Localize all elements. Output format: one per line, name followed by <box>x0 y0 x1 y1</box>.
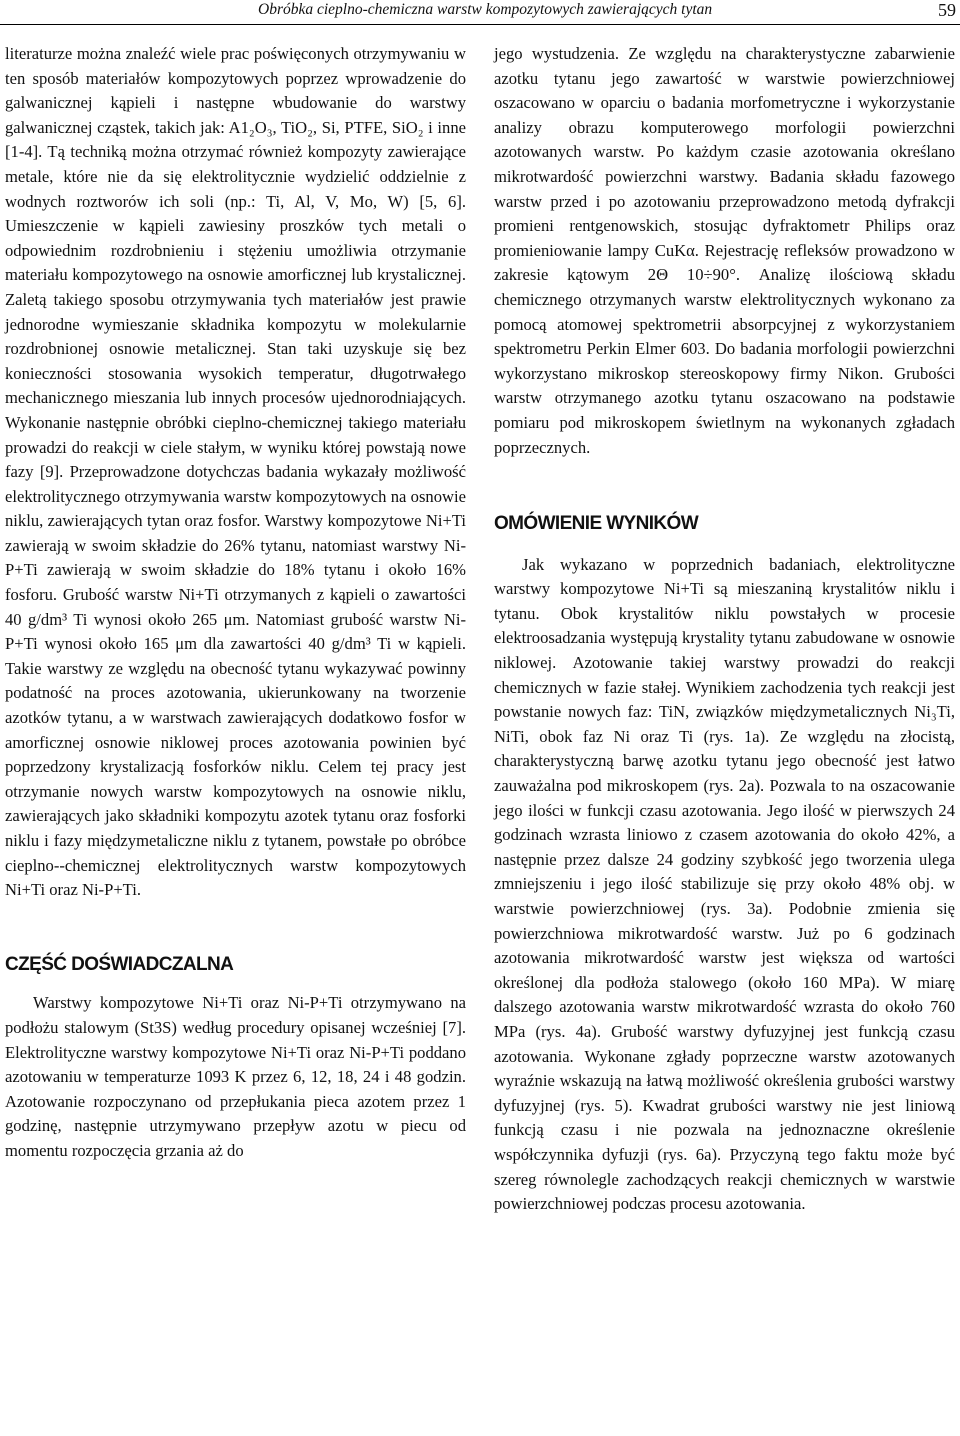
running-head <box>0 0 960 25</box>
running-head-title: Obróbka cieplno-chemiczna warstw kompozytowych zawierających tytan <box>258 1 713 18</box>
section-heading-experimental: CZĘŚĆ DOŚWIADCZALNA <box>5 953 234 975</box>
results-paragraph: Jak wykazano w poprzednich badaniach, elektrolityczne warstwy kompozytowe Ni+Ti są mieszaniną krystalitów niklu i tytanu. Obok krystalitów niklu powstałych w procesie elektroosadzania występują krystality tytanu zabudowane w osnowie niklowej. Azotowanie takiej warstwy prowadzi do reakcji chemicznych w fazie stałej. Wynikiem zachodzenia tych reakcji jest powstanie nowych faz: TiN, związków międzymetalicznych Ni₃Ti, NiTi, obok faz Ni oraz Ti (rys. 1a). Ze względu na złocistą, charakterystyczną barwę azotku tytanu jego obecność jest łatwo zauważalna pod mikroskopem (rys. 2a). Pozwala to na oszacowanie jego ilości w funkcji czasu azotowania. Jego ilość w pierwszych 24 godzinach wzrasta liniowo z czasem azotowania do około 42%, a następnie przez dalsze 24 godziny szybkość jego tworzenia ulega zmniejszeniu i jego ilość stabilizuje się przy około 48% obj. w warstwie powierzchniowej (rys. 3a). Podobnie zmienia się powierzchniowa mikrotwardość warstw. Już po 6 godzinach azotowania mikrotwardość warstw jest większa od wartości określonej dla podłoża stalowego (około 160 MPa). W miarę dalszego azotowania warstw mikrotwardość wzrasta do około 760 MPa (rys. 4a). Grubość warstwy dyfuzyjnej jest funkcją czasu azotowania. Wykonane zgłady poprzeczne warstw azotowanych wyraźnie wskazują na łatwą możliwość określenia grubości warstwy dyfuzyjnej (rys. 5). Kwadrat grubości warstwy nie jest liniową funkcją czasu i nie pozwala na jednoznaczne określenie współczynnika dyfuzji (rys. 6a). Przyczyną tego faktu może być szereg równolegle zachodzących reakcji chemicznych w warstwie powierzchniowej podczas procesu azotowania. <box>494 554 955 1214</box>
experimental-paragraph-continued: jego wystudzenia. Ze względu na charakterystyczne zabarwienie azotku tytanu jego zawartość w warstwie powierzchniowej oszacowano w oparciu o badania morfometryczne i wykorzystanie analizy obrazu komputerowego morfologii powierzchni azotowanych warstw. Po każdym czasie azotowania określano mikrotwardość powierzchni warstwy. Badania składu fazowego warstw przed i po azotowaniu przeprowadzono metodą dyfrakcji promieni rentgenowskich, stosując dyfraktometr Philips oraz promieniowanie lampy CuKα. Rejestrację refleksów prowadzono w zakresie kątowym 2Θ 10÷90°. Analizę ilościową składu chemicznego otrzymanych warstw elektrolitycznych wykonano za pomocą atomowej spektrometrii absorpcyjnej z wykorzystaniem spektrometru Perkin Elmer 603. Do badania morfologii powierzchni wykorzystano mikroskop stereoskopowy firmy Nikon. Grubości warstw otrzymanego azotku tytanu oszacowano na podstawie pomiaru pod mikroskopem świetlnym na wykonanych zgładach poprzecznych. <box>494 44 955 457</box>
section-heading-results: OMÓWIENIE WYNIKÓW <box>494 513 699 535</box>
experimental-paragraph: Warstwy kompozytowe Ni+Ti oraz Ni-P+Ti otrzymywano na podłożu stalowym (St3S) według procedury opisanej wcześniej [7]. Elektrolityczne warstwy kompozytowe Ni+Ti oraz Ni-P+Ti poddano azotowaniu w temperaturze 1093 K przez 6, 12, 18, 24 i 48 godzin. Azotowanie rozpoczynano od przepłukania pieca azotem przez 1 godzinę, następnie utrzymywano przepływ azotu w piecu od momentu rozpoczęcia grzania aż do <box>5 993 466 1160</box>
page-number: 59 <box>938 0 956 20</box>
intro-paragraph-continued: literaturze można znaleźć wiele prac poświęconych otrzymywaniu w ten sposób materiałów kompozytowych poprzez wprowadzenie do galwanicznej kąpieli i następne wbudowanie do warstwy galwanicznej cząstek, takich jak: A1₂O₃, TiO₂, Si, PTFE, SiO₂ i inne [1-4]. Tą techniką można otrzymać również kompozyty zawierające metale, które nie da się elektrolitycznie wydzielić oddzielnie z wodnych roztworów ich soli (np.: Ti, Al, V, Mo, W) [5, 6]. Umieszczenie w kąpieli zawiesiny proszków tych metali o odpowiednim rozdrobnieniu i stężeniu umożliwia otrzymanie materiału kompozytowego na osnowie amorficznej lub krystalicznej. Zaletą takiego sposobu otrzymywania tych materiałów jest prawie jednorodne wymieszanie składnika kompozytu w molekularnie rozdrobnionej osnowie metalicznej. Stan taki uzyskuje się bez konieczności stosowania wysokich temperatur, długotrwałego mechanicznego mieszania lub innych procesów ujednorodniających. Wykonanie następnie obróbki cieplno-chemicznej takiego materiału prowadzi do reakcji w ciele stałym, w wyniku której powstają nowe fazy [9]. Przeprowadzone dotychczas badania wykazały możliwość elektrolitycznego otrzymywania warstw kompozytowych na osnowie niklu, zawierających tytan oraz fosfor. Warstwy kompozytowe Ni+Ti zawierają w swoim składzie do 26% tytanu, natomiast warstwy Ni-P+Ti zawierają w swoim składzie do 18% tytanu i około 16% fosforu. Grubość warstw Ni+Ti otrzymanych z kąpieli o zawartości 40 g/dm³ Ti wynosi około 265 μm. Natomiast grubość warstw Ni-P+Ti wynosi około 165 μm dla zawartości 40 g/dm³ Ti w kąpieli. Takie warstwy ze względu na obecność tytanu wykazywać powinny podatność na proces azotowania, ukierunkowany na tworzenie azotków tytanu, a w warstwach zawierających dodatkowo fosfor w amorficznej osnowie niklowej proces azotowania powinien być poprzedzony krystalizacją fosforków niklu. Celem tej pracy jest otrzymanie nowych warstw kompozytowych na osnowie niklu, zawierających jako składniki kompozytu azotek tytanu oraz fosforki niklu i fazy międzymetaliczne niklu z tytanem, powstałe po obróbce cieplno--chemicznej elektrolitycznych warstw kompozytowych Ni+Ti oraz Ni-P+Ti. <box>5 44 466 900</box>
right-column <box>494 42 955 1217</box>
left-column <box>5 42 466 1164</box>
